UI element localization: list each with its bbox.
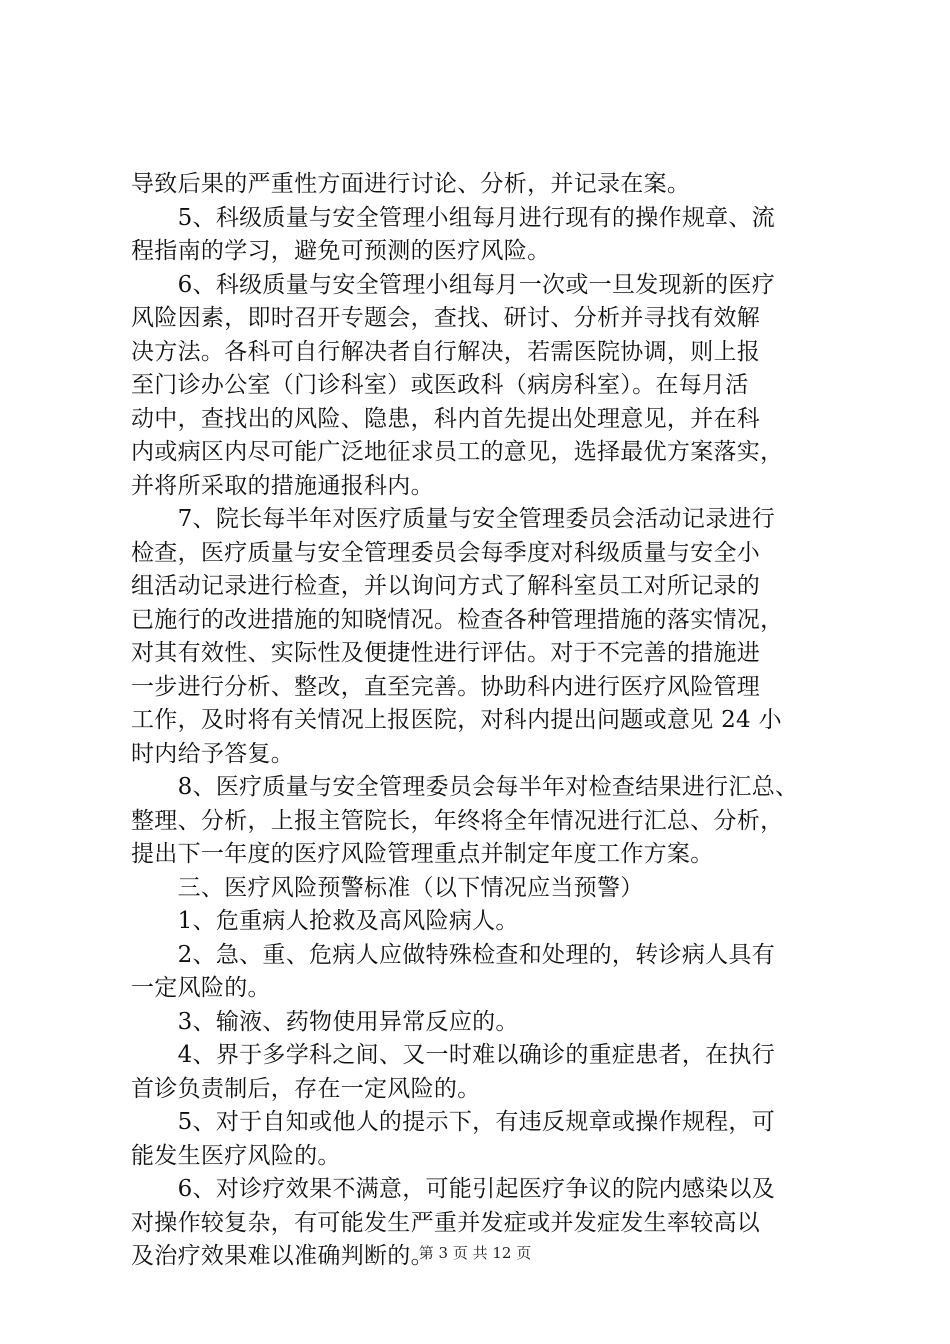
text-line: 6、对诊疗效果不满意，可能引起医疗争议的院内感染以及 xyxy=(131,1176,776,1202)
text-line: 内或病区内尽可能广泛地征求员工的意见，选择最优方案落实， xyxy=(131,439,784,465)
text-line: 动中，查找出的风险、隐患，科内首先提出处理意见，并在科 xyxy=(131,405,761,432)
text-line: 导致后果的严重性方面进行讨论、分析，并记录在案。 xyxy=(131,171,691,197)
text-line: 1、危重病人抢救及高风险病人。 xyxy=(131,908,519,934)
text-line: 5、科级质量与安全管理小组每月进行现有的操作规章、流 xyxy=(131,204,776,231)
text-line: 程指南的学习，避免可预测的医疗风险。 xyxy=(131,238,551,264)
text-line: 一定风险的。 xyxy=(131,975,271,1001)
text-line: 首诊负责制后，存在一定风险的。 xyxy=(131,1075,481,1102)
text-line: 2、急、重、危病人应做特殊检查和处理的，转诊病人具有 xyxy=(131,941,776,968)
text-line: 工作，及时将有关情况上报医院，对科内提出问题或意见 24 小 xyxy=(131,707,782,733)
text-line: 5、对于自知或他人的提示下，有违反规章或操作规程，可 xyxy=(131,1109,776,1135)
text-line: 检查，医疗质量与安全管理委员会每季度对科级质量与安全小 xyxy=(131,539,761,566)
text-line: 整理、分析，上报主管院长，年终将全年情况进行汇总、分析， xyxy=(131,807,784,834)
document-body xyxy=(131,168,831,1274)
text-line: 一步进行分析、整改，直至完善。协助科内进行医疗风险管理 xyxy=(131,673,761,700)
text-line: 6、科级质量与安全管理小组每月一次或一旦发现新的医疗 xyxy=(131,271,776,298)
text-line: 能发生医疗风险的。 xyxy=(131,1142,341,1169)
text-line: 已施行的改进措施的知晓情况。检查各种管理措施的落实情况， xyxy=(131,606,784,633)
text-line: 至门诊办公室（门诊科室）或医政科（病房科室）。在每月活 xyxy=(131,372,749,398)
text-line: 及治疗效果难以准确判断的。 xyxy=(131,1243,434,1269)
page-footer: 第 3 页 共 12 页 xyxy=(418,1244,532,1262)
text-line: 7、院长每半年对医疗质量与安全管理委员会活动记录进行 xyxy=(131,506,776,532)
text-line: 提出下一年度的医疗风险管理重点并制定年度工作方案。 xyxy=(131,841,714,867)
text-line: 组活动记录进行检查，并以询问方式了解科室员工对所记录的 xyxy=(131,573,761,599)
text-line: 对其有效性、实际性及便捷性进行评估。对于不完善的措施进 xyxy=(131,640,761,666)
text-line: 8、医疗质量与安全管理委员会每半年对检查结果进行汇总、 xyxy=(131,774,799,800)
text-line: 决方法。各科可自行解决者自行解决，若需医院协调，则上报 xyxy=(131,338,761,365)
text-line: 4、界于多学科之间、又一时难以确诊的重症患者，在执行 xyxy=(131,1042,776,1068)
text-line: 3、输液、药物使用异常反应的。 xyxy=(131,1008,519,1035)
text-line: 风险因素，即时召开专题会，查找、研讨、分析并寻找有效解 xyxy=(131,305,761,331)
text-line: 并将所采取的措施通报科内。 xyxy=(131,472,434,499)
text-line: 三、医疗风险预警标准（以下情况应当预警） xyxy=(131,874,644,901)
text-line: 时内给予答复。 xyxy=(131,740,295,767)
text-line: 对操作较复杂，有可能发生严重并发症或并发症发生率较高以 xyxy=(131,1209,761,1236)
